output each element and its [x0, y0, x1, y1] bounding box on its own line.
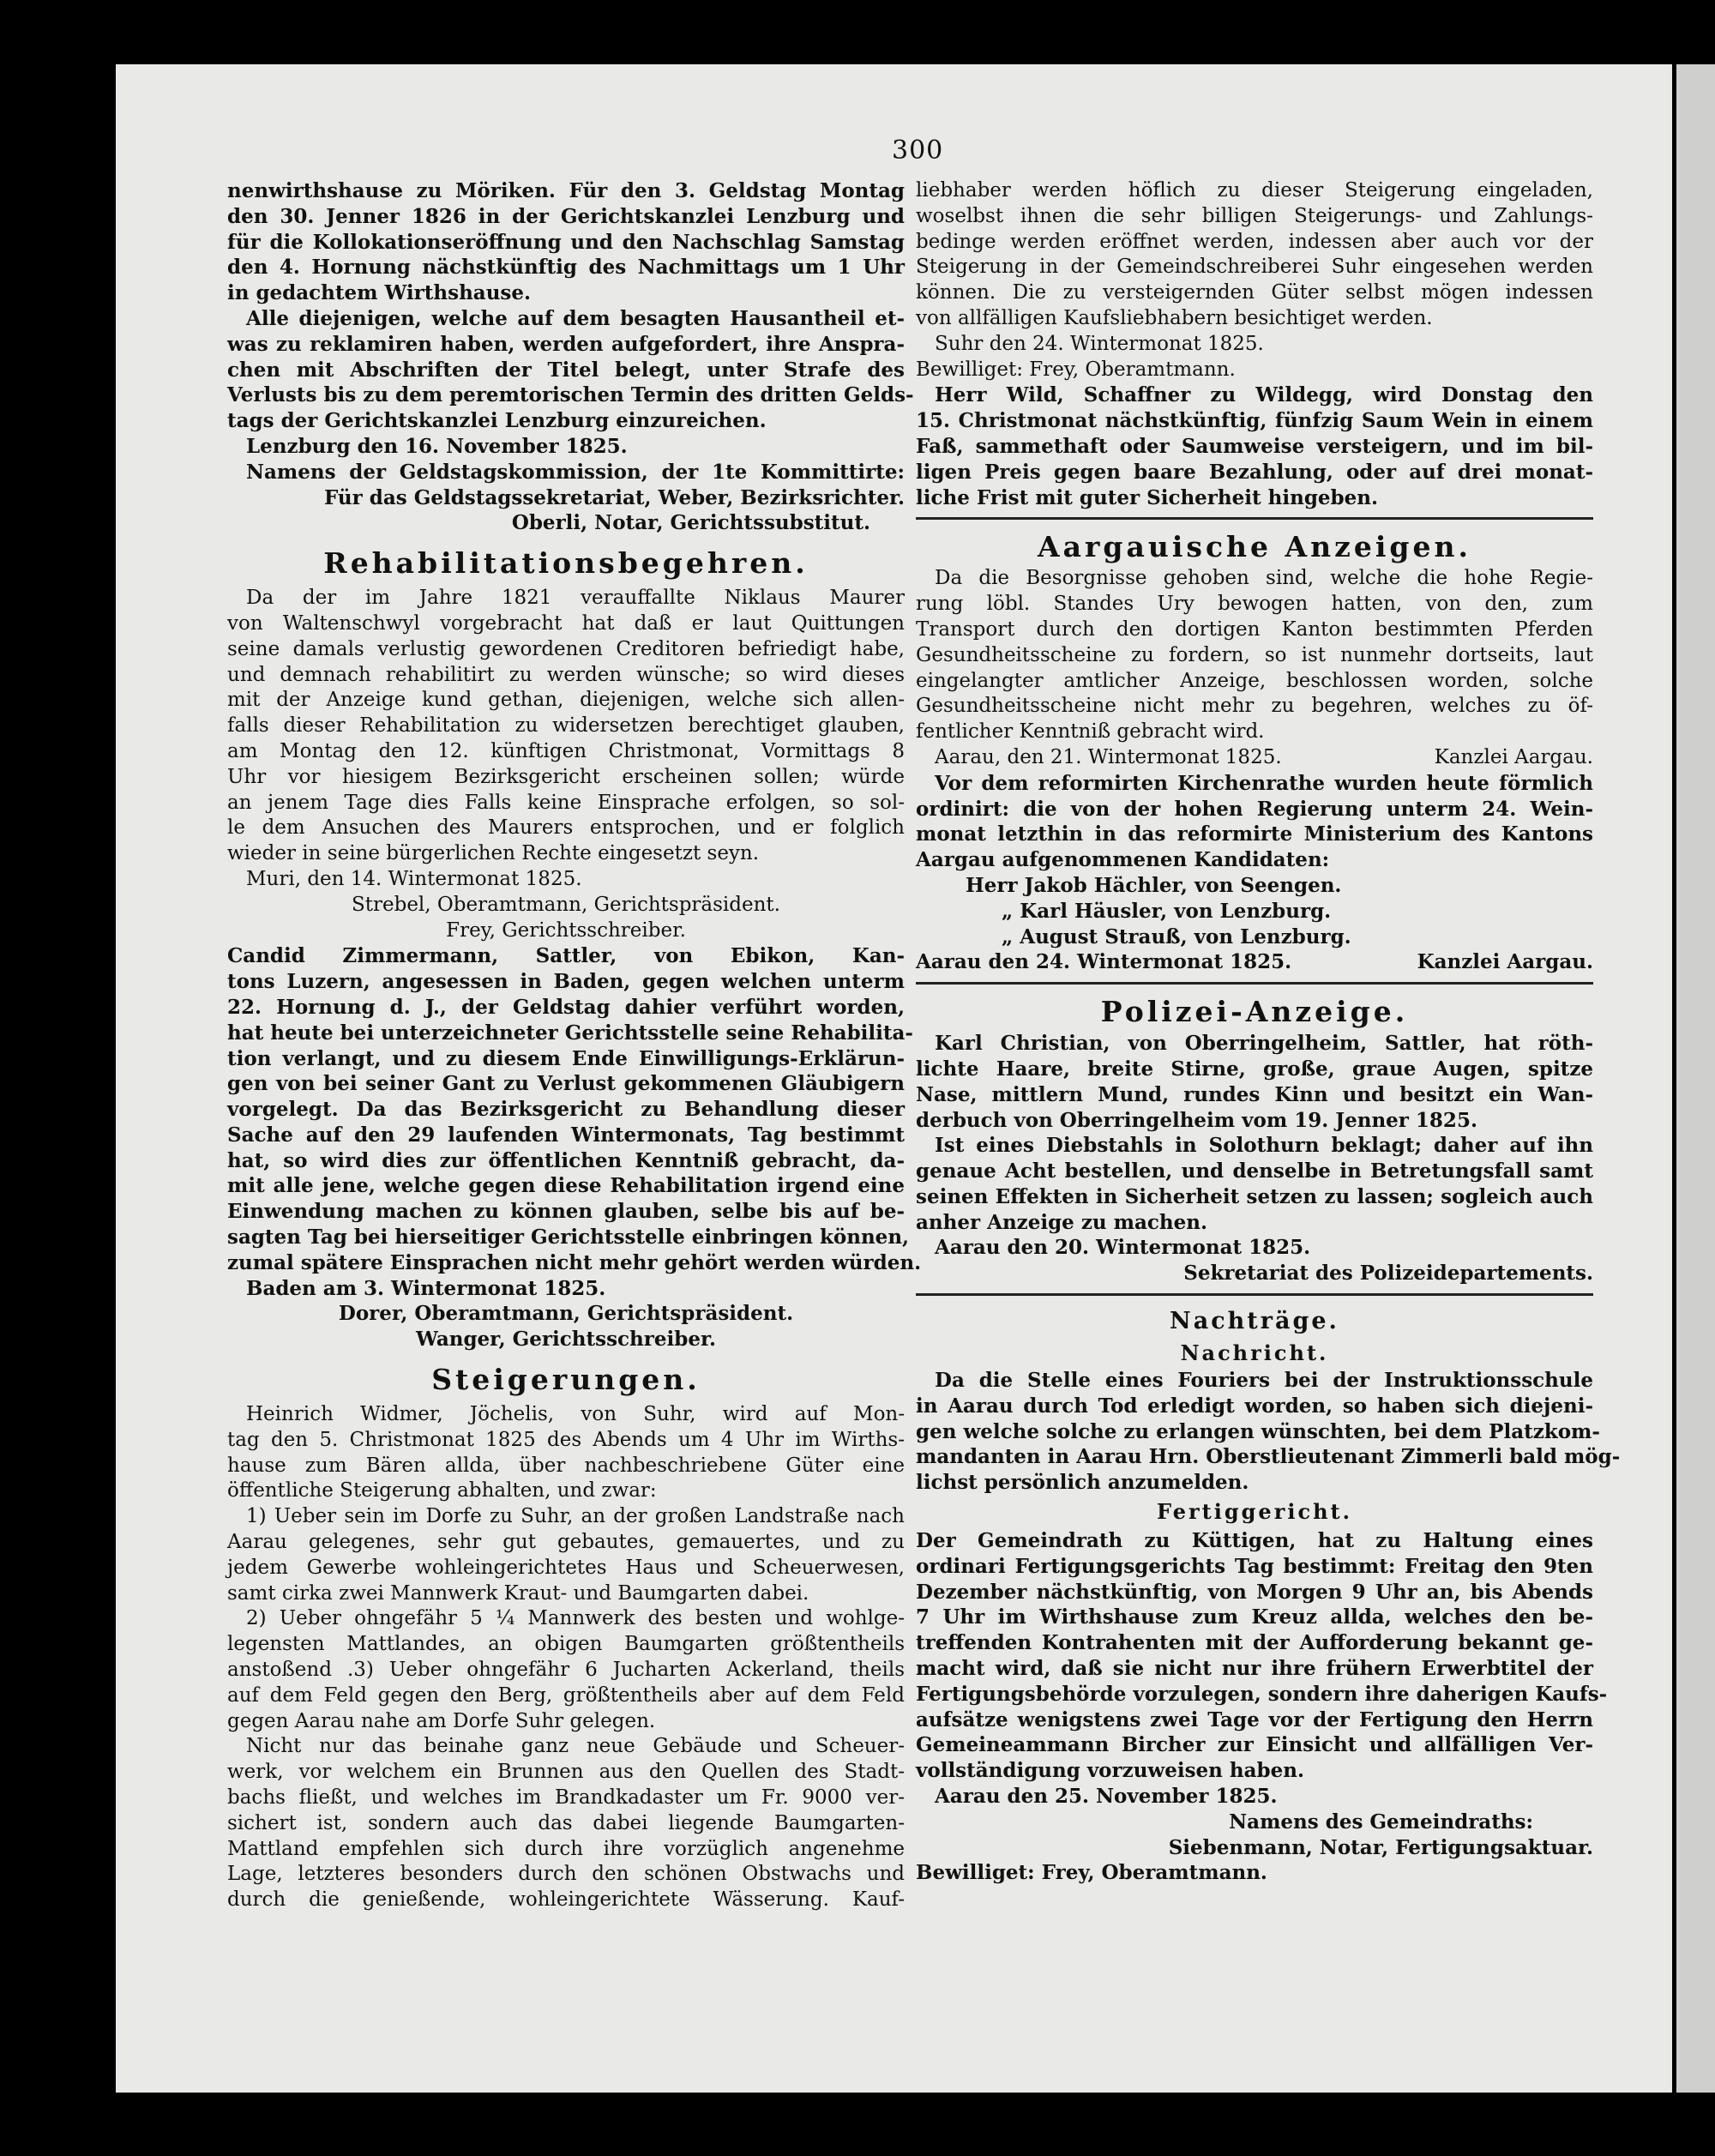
text-line: Dezember nächstkünftig, von Morgen 9 Uhr an, bis Abends [916, 1580, 1593, 1604]
text-line: ligen Preis gegen baare Bezahlung, oder auf drei monat- [916, 460, 1593, 484]
page-number: 300 [892, 136, 944, 166]
text-line: von Waltenschwyl vorgebracht hat daß er laut Quittungen [227, 611, 905, 635]
signature: Oberli, Notar, Gerichtssubstitut. [511, 511, 870, 535]
text-line: Verlusts bis zu dem peremtorischen Termin des dritten Gelds- [227, 383, 914, 407]
text-line: hause zum Bären allda, über nachbeschriebene Güter eine [227, 1454, 905, 1477]
signature: Dorer, Oberamtmann, Gerichtspräsident. [338, 1302, 794, 1326]
signature: Wanger, Gerichtsschreiber. [416, 1328, 716, 1352]
heading-aargauische-anzeigen: Aargauische Anzeigen. [1038, 530, 1471, 564]
notice-rehab-maurer [227, 586, 905, 943]
text-line: liebhaber werden höflich zu dieser Steigerung eingeladen, [916, 179, 1593, 202]
text-line: am Montag den 12. künftigen Christmonat, Vormittags 8 [227, 739, 905, 762]
text-line: 7 Uhr im Wirthshause zum Kreuz allda, welches den be- [916, 1605, 1593, 1629]
signature: Bewilliget: Frey, Oberamtmann. [916, 1861, 1267, 1885]
text-line: tion verlangt, und zu diesem Ende Einwilligungs-Erklärun- [227, 1046, 905, 1070]
heading-steigerungen: Steigerungen. [431, 1363, 701, 1397]
text-line: chen mit Abschriften der Titel belegt, unter Strafe des [227, 358, 905, 382]
dateline-row [916, 745, 1593, 771]
notice-fourier [916, 1368, 1621, 1496]
text-line: gen welche solche zu erlangen wünschten, bei dem Platzkom- [916, 1419, 1600, 1443]
text-line: lichst persönlich anzumelden. [916, 1471, 1249, 1495]
text-line: seinen Effekten in Sicherheit setzen zu lassen; sogleich auch [916, 1184, 1593, 1208]
text-line: Fertigungsbehörde vorzulegen, sondern ihre daherigen Kaufs- [916, 1682, 1608, 1706]
dateline: Lenzburg den 16. November 1825. [246, 434, 628, 458]
divider [916, 982, 1593, 985]
dateline: Baden am 3. Wintermonat 1825. [246, 1276, 606, 1300]
heading-polizei-anzeige: Polizei-Anzeige. [1100, 995, 1409, 1029]
text-line: bachs fließt, und welches im Brandkadaster um Fr. 9000 ver- [227, 1786, 905, 1810]
text-line: rung löbl. Standes Ury bewogen hatten, von den, zum [916, 593, 1593, 616]
text-line: Nicht nur das beinahe ganz neue Gebäude und Scheuer- [246, 1735, 905, 1758]
notice-wein-versteigerung [916, 382, 1593, 510]
text-line: monat letzthin in das reformirte Ministerium des Kantons [916, 822, 1593, 846]
text-line: mit alle jene, welche gegen diese Rehabilitation irgend eine [227, 1174, 905, 1198]
heading-fertiggericht: Fertiggericht. [1157, 1499, 1352, 1525]
text-line: lichte Haare, breite Stirne, große, graue Augen, spitze [916, 1057, 1593, 1081]
signature: Frey, Gerichtsschreiber. [446, 918, 686, 942]
text-line: Da die Besorgnisse gehoben sind, welche die hohe Regie- [935, 567, 1593, 590]
text-line: an jenem Tage dies Falls keine Einsprache erfolgen, so sol- [227, 791, 905, 814]
text-line: in gedachtem Wirthshause. [227, 281, 532, 305]
text-line: Sache auf den 29 laufenden Wintermonats, Tag bestimmt [227, 1123, 905, 1147]
text-line: Steigerung in der Gemeindschreiberei Suhr eingesehen werden [916, 256, 1593, 279]
text-line: Candid Zimmermann, Sattler, von Ebikon, Kan- [227, 944, 905, 968]
text-line: bedinge werden eröffnet werden, indessen aber auch vor der [916, 230, 1593, 253]
text-line: hat heute bei unterzeichneter Gerichtsstelle seine Rehabilita- [227, 1021, 913, 1045]
text-line: Gemeineammann Bircher zur Einsicht und allfälligen Ver- [916, 1733, 1593, 1757]
dateline: Suhr den 24. Wintermonat 1825. [935, 332, 1264, 355]
text-line: Lage, letzteres besonders durch den schönen Obstwachs und [227, 1863, 905, 1886]
text-line: werk, vor welchem ein Brunnen aus den Quellen des Stadt- [227, 1761, 905, 1784]
text-line: tags der Gerichtskanzlei Lenzburg einzureichen. [227, 409, 767, 433]
text-line: vollständigung vorzuweisen haben. [916, 1759, 1304, 1783]
dateline: Aarau den 24. Wintermonat 1825. [916, 950, 1292, 974]
text-line: liche Frist mit guter Sicherheit hingeben. [916, 485, 1378, 509]
text-line: wieder in seine bürgerlichen Rechte eingesetzt seyn. [227, 842, 760, 865]
page-edge [1676, 64, 1715, 2093]
text-line: derbuch von Oberringelheim vom 19. Jenner 1825. [916, 1108, 1477, 1132]
signature: Namens der Geldstagskommission, der 1te Kommittirte: [246, 460, 905, 484]
text-line: Mattland empfehlen sich durch ihre vorzüglich angenehme [227, 1837, 905, 1860]
text-line: gen von bei seiner Gant zu Verlust gekommenen Gläubigern [227, 1072, 905, 1096]
text-line: in Aarau durch Tod erledigt worden, so haben sich diejeni- [916, 1394, 1593, 1418]
left-column [227, 178, 922, 1913]
signature: Kanzlei Aargau. [1434, 745, 1593, 768]
text-line: Nase, mittlern Mund, rundes Kinn und besitzt ein Wan- [916, 1082, 1593, 1106]
text-line: vorgelegt. Da das Bezirksgericht zu Behandlung dieser [227, 1098, 905, 1122]
notice-geldstag [227, 178, 914, 536]
heading-rehabilitation: Rehabilitationsbegehren. [323, 546, 809, 581]
text-line: aufsätze wenigstens zwei Tage vor der Fertigung den Herrn [916, 1707, 1593, 1731]
dateline-row [916, 949, 1593, 975]
text-line: treffenden Kontrahenten mit der Aufforderung bekannt ge- [916, 1631, 1593, 1655]
text-line: macht wird, daß sie nicht nur ihre frühern Erwerbtitel der [916, 1657, 1593, 1681]
signature: Sekretariat des Polizeidepartements. [1183, 1262, 1593, 1286]
text-line: 1) Ueber sein im Dorfe zu Suhr, an der großen Landstraße nach [246, 1505, 905, 1528]
dateline: Muri, den 14. Wintermonat 1825. [246, 867, 582, 890]
text-line: ordinirt: die von der hohen Regierung unterm 24. Wein- [916, 797, 1593, 821]
text-line: sagten Tag bei hierseitiger Gerichtsstelle einbringen können, [227, 1226, 910, 1250]
text-line: sichert ist, sondern auch das dabei liegende Baumgarten- [227, 1811, 905, 1834]
text-line: tag den 5. Christmonat 1825 des Abends um 4 Uhr im Wirths- [227, 1428, 905, 1451]
dateline: Aarau den 20. Wintermonat 1825. [935, 1236, 1311, 1260]
text-line: von allfälligen Kaufsliebhabern besichtiget werden. [916, 306, 1433, 329]
text-line: was zu reklamiren haben, werden aufgefordert, ihre Anspra- [227, 332, 905, 356]
text-line: le dem Ansuchen des Maurers entsprochen, und er folglich [227, 816, 905, 840]
text-line: tons Luzern, angesessen in Baden, gegen welchen unterm [227, 970, 905, 994]
notice-steigerung-cont [916, 178, 1593, 382]
text-line: können. Die zu versteigernden Güter selbst mögen indessen [916, 281, 1593, 304]
list-item: Herr Jakob Hächler, von Seengen. [966, 873, 1342, 897]
text-line: 2) Ueber ohngefähr 5 ¼ Mannwerk des besten und wohlge- [246, 1607, 905, 1630]
text-line: hat, so wird dies zur öffentlichen Kenntniß gebracht, da- [227, 1148, 905, 1172]
text-line: und demnach rehabilitirt zu werden wünsche; so wird dieses [227, 663, 905, 686]
text-line: Der Gemeindrath zu Küttigen, hat zu Haltung eines [916, 1529, 1593, 1553]
notice-fertiggericht [916, 1528, 1608, 1886]
heading-nachtraege: Nachträge. [1170, 1308, 1339, 1335]
text-line: Herr Wild, Schaffner zu Wildegg, wird Donstag den [935, 383, 1593, 407]
list-item: „ August Strauß, von Lenzburg. [1002, 924, 1351, 949]
text-line: Da die Stelle eines Fouriers bei der Instruktionsschule [935, 1369, 1593, 1393]
signature: Namens des Gemeindraths: [1229, 1810, 1533, 1834]
text-line: genaue Acht bestellen, und denselbe in Betretungsfall samt [916, 1159, 1593, 1183]
notice-ordination [916, 771, 1593, 975]
text-line: öffentliche Steigerung abhalten, und zwar: [227, 1479, 657, 1503]
notice-rehab-zimmermann [227, 943, 922, 1352]
text-line: eingelangter amtlicher Anzeige, beschlossen worden, solche [916, 669, 1593, 692]
heading-nachricht: Nachricht. [1180, 1340, 1329, 1366]
text-line: nenwirthshause zu Möriken. Für den 3. Geldstag Montag [227, 179, 905, 202]
text-line: woselbst ihnen die sehr billigen Steigerungs- und Zahlungs- [916, 204, 1593, 227]
text-line: 15. Christmonat nächstkünftig, fünfzig Saum Wein in einem [916, 409, 1593, 433]
text-line: Da der im Jahre 1821 verauffallte Niklaus Maurer [246, 587, 905, 610]
notice-polizei [916, 1031, 1593, 1286]
text-line: jedem Gewerbe wohleingerichtetes Haus und Scheuerwesen, [227, 1556, 905, 1579]
text-line: den 4. Hornung nächstkünftig des Nachmittags um 1 Uhr [227, 256, 905, 280]
divider [916, 1293, 1593, 1296]
text-line: Faß, sammethaft oder Saumweise versteigern, und im bil- [916, 434, 1593, 458]
dateline: Aarau, den 21. Wintermonat 1825. [935, 745, 1282, 768]
text-line: Vor dem reformirten Kirchenrathe wurden heute förmlich [935, 771, 1593, 795]
text-line: Aargau aufgenommenen Kandidaten: [916, 848, 1330, 872]
signature: Für das Geldstagssekretariat, Weber, Bezirksrichter. [324, 485, 905, 509]
text-line: zumal spätere Einsprachen nicht mehr gehört werden würden. [227, 1250, 922, 1274]
divider [916, 517, 1593, 520]
text-line: fentlicher Kenntniß gebracht wird. [916, 720, 1265, 744]
text-line: Heinrich Widmer, Jöchelis, von Suhr, wird auf Mon- [246, 1403, 905, 1426]
text-line: für die Kollokationseröffnung und den Nachschlag Samstag [227, 230, 905, 254]
text-line: Ist eines Diebstahls in Solothurn beklagt; daher auf ihn [935, 1134, 1593, 1158]
text-line: Karl Christian, von Oberringelheim, Sattler, hat röth- [935, 1032, 1593, 1056]
list-item: „ Karl Häusler, von Lenzburg. [1002, 899, 1332, 923]
signature: Kanzlei Aargau. [1417, 950, 1593, 974]
text-line: falls dieser Rehabilitation zu widersetzen berechtiget glauben, [227, 714, 905, 738]
text-line: anstoßend .3) Ueber ohngefähr 6 Jucharten Ackerland, theils [227, 1659, 905, 1682]
text-line: Einwendung machen zu können glauben, selbe bis auf be- [227, 1200, 905, 1224]
notice-gesundheitsscheine [916, 566, 1593, 770]
right-column [916, 178, 1621, 1886]
text-line: 22. Hornung d. J., der Geldstag dahier verführt worden, [227, 995, 905, 1019]
text-line: Gesundheitsscheine nicht mehr zu begehren, welches zu öf- [916, 695, 1593, 718]
text-line: mit der Anzeige kund gethan, diejenigen, welche sich allen- [227, 689, 905, 712]
dateline: Aarau den 25. November 1825. [935, 1785, 1278, 1809]
text-line: Uhr vor hiesigem Bezirksgericht erscheinen sollen; würde [227, 765, 905, 788]
text-line: auf dem Feld gegen den Berg, größtentheils aber auf dem Feld [227, 1683, 905, 1707]
signature: Siebenmann, Notar, Fertigungsaktuar. [1168, 1835, 1593, 1859]
text-line: durch die genießende, wohleingerichtete Wässerung. Kauf- [227, 1888, 905, 1912]
text-line: Alle diejenigen, welche auf dem besagten Hausantheil et- [246, 306, 905, 330]
text-line: den 30. Jenner 1826 in der Gerichtskanzlei Lenzburg und [227, 204, 905, 228]
notice-steigerung-widmer [227, 1402, 905, 1913]
text-line: anher Anzeige zu machen. [916, 1210, 1207, 1234]
text-line: Transport durch den dortigen Kanton bestimmten Pferden [916, 617, 1593, 641]
text-line: mandanten in Aarau Hrn. Oberstlieutenant Zimmerli bald mög- [916, 1445, 1621, 1469]
signature: Strebel, Oberamtmann, Gerichtspräsident. [351, 893, 780, 916]
text-line: Gesundheitsscheine zu fordern, so ist nunmehr dortseits, laut [916, 643, 1593, 666]
text-line: Aarau gelegenes, sehr gut gebautes, gemauertes, und zu [227, 1531, 905, 1554]
text-line: ordinari Fertigungsgerichts Tag bestimmt: Freitag den 9ten [916, 1554, 1593, 1578]
text-line: seine damals verlustig gewordenen Creditoren befriedigt habe, [227, 637, 905, 660]
text-line: legensten Mattlandes, an obigen Baumgarten größtentheils [227, 1633, 905, 1656]
text-line: gegen Aarau nahe am Dorfe Suhr gelegen. [227, 1709, 656, 1732]
text-line: samt cirka zwei Mannwerk Kraut- und Baumgarten dabei. [227, 1581, 809, 1605]
signature: Bewilliget: Frey, Oberamtmann. [916, 358, 1236, 381]
